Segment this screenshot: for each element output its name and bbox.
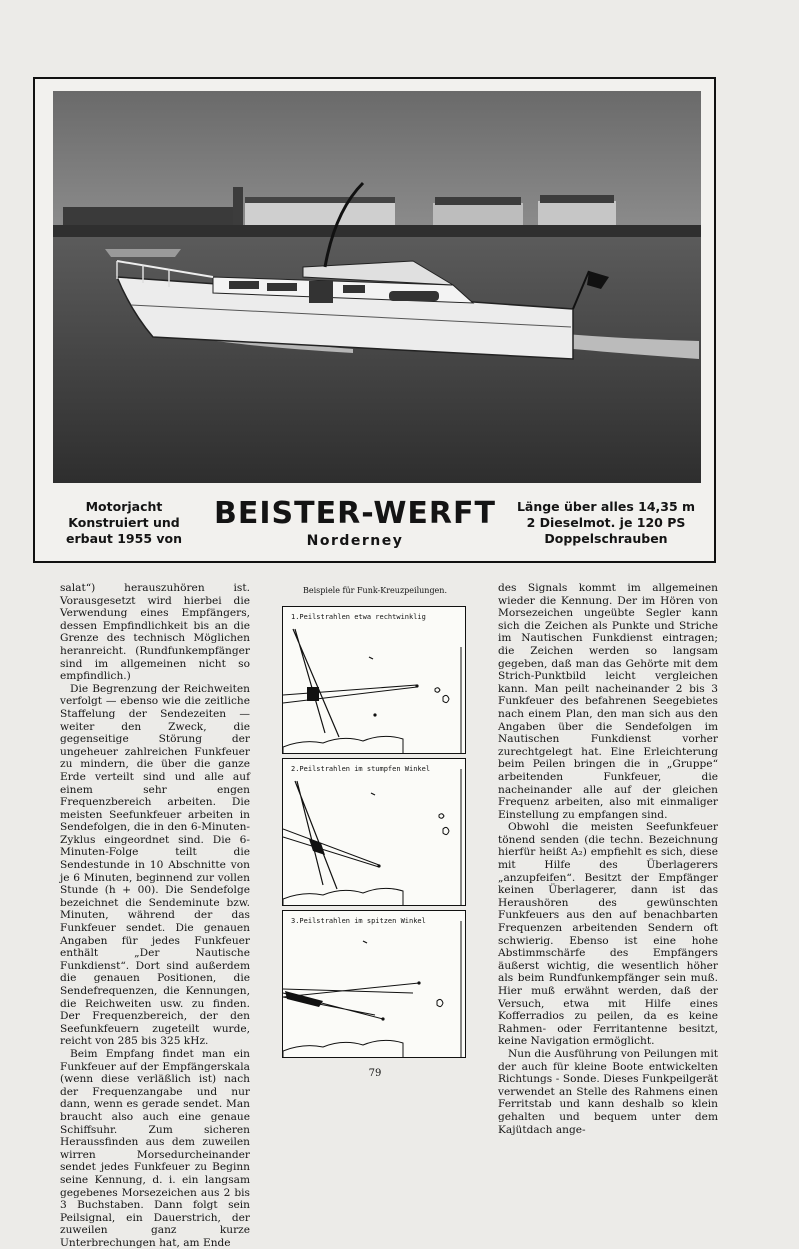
panel-label: 3.Peilstrahlen im spitzen Winkel (291, 917, 426, 925)
panel-label: 2.Peilstrahlen im stumpfen Winkel (291, 765, 431, 773)
yacht-photo (53, 91, 701, 483)
figure-panel-3 (282, 910, 466, 1058)
caption-line: Motorjacht (85, 499, 163, 514)
paragraph: Obwohl die meisten Seefunkfeuer tönend senden (die techn. Bezeichnung hierfür heißt A₂) empfiehlt es sich, diese mit Hilfe des Überlagerers „anzupfeifen“. Besitzt der Empfänger keinen Überlagerer, dann ist das Heraushören des gewünschten Funkfeuers aus den auf benachbarten Frequenzen arbeitenden Sendern oft schwierig. Ebenso ist eine hohe Abstimmschärfe des Empfängers äußerst wichtig, die wesentlich höher als beim Rundfunkempfänger sein muß. Hier muß erwähnt werden, daß der Versuch, etwa mit Hilfe eines Kofferradios zu peilen, da es keine Rahmen- oder Ferritantenne besitzt, keine Navigation ermöglicht. (498, 821, 718, 1048)
paragraph: salat“) herauszuhören ist. Vorausgesetzt wird hierbei die Verwendung eines Empfängers, dessen Empfindlichkeit bis an die Grenze des technisch Möglichen heranreicht. (Rundfunkempfänger sind im allgemeinen nicht so empfindlich.) (60, 582, 250, 683)
panel-label: 1.Peilstrahlen etwa rechtwinklig (291, 613, 426, 621)
advert-right-caption (501, 499, 711, 547)
spec-line: 2 Dieselmot. je 120 PS (526, 515, 686, 530)
advert-box (33, 77, 716, 563)
spec-line: Doppelschrauben (544, 531, 668, 546)
right-text-column (498, 582, 718, 1136)
left-text-column (60, 582, 250, 1249)
figure-panel-2 (282, 758, 466, 906)
caption-line: erbaut 1955 von (65, 531, 183, 546)
caption-line: Konstruiert und (68, 515, 180, 530)
page-number: 79 (368, 1068, 382, 1079)
advert-left-caption (49, 499, 199, 547)
spec-line: Länge über alles 14,35 m (516, 499, 696, 514)
paragraph: des Signals kommt im allgemeinen wieder die Kennung. Der im Hören von Morsezeichen ungeübte Segler kann sich die Zeichen als Punkte und Striche im Nautischen Funkdienst eintragen; die Zeichen werden so langsam gegeben, daß man das Gehörte mit dem Strich-Punktbild leicht vergleichen kann. Man peilt nacheinander 2 bis 3 Funkfeuer des befahrenen Seegebietes nach einem Plan, den man sich aus den Angaben über die Sendefolgen im Nautischen Funkdienst vorher zurechtgelegt hat. Eine Erleichterung beim Peilen bringen die in „Gruppe“ arbeitenden Funkfeuer, die nacheinander alle auf der gleichen Frequenz arbeiten, also mit einmaliger Einstellung zu empfangen sind. (498, 582, 718, 821)
paragraph: Beim Empfang findet man ein Funkfeuer auf der Empfängerskala (wenn diese verläßlich ist) nach der Frequenzangabe und nur dann, wenn es gerade sendet. Man braucht also auch eine genaue Schiffsuhr. Zum sicheren Heraussfinden aus dem zuweilen wirren Morsedurcheinander sendet jedes Funkfeuer zu Beginn seine Kennung, d. i. ein langsam gegebenes Morsezeichen aus 2 bis 3 Buchstaben. Dann folgt sein Peilsignal, ein Dauerstrich, der zuweilen ganz kurze Unterbrechungen hat, am Ende (60, 1047, 250, 1249)
shipyard-location: Norderney (306, 533, 404, 549)
figure-panel-1 (282, 606, 466, 754)
paragraph: Nun die Ausführung von Peilungen mit der auch für kleine Boote entwickelten Richtungs - Sonde. Dieses Funkpeilgerät verwendet an Stelle des Rahmens einen Ferritstab und kann deshalb so klein gehalten und bequem unter dem Kajütdach ange- (498, 1047, 718, 1136)
paragraph: Die Begrenzung der Reichweiten verfolgt — ebenso wie die zeitliche Staffelung der Sendezeiten — weiter den Zweck, die gegenseitige Störung der ungeheuer zahlreichen Funkfeuer zu mindern, die über die ganze Erde verteilt sind und alle auf einem sehr engen Frequenzbereich arbeiten. Die meisten Seefunkfeuer arbeiten in Sendefolgen, die in den 6-Minuten-Zyklus eingeordnet sind. Die 6-Minuten-Folge teilt die Sendestunde in 10 Abschnitte von je 6 Minuten, beginnend zur vollen Stunde (h + 00). Die Sendefolge bezeichnet die Sendeminute bzw. Minuten, während der das Funkfeuer sendet. Die genauen Angaben für jedes Funkfeuer enthält „Der Nautische Funkdienst“. Dort sind außerdem die genauen Positionen, die Sendefrequenzen, die Kennungen, die Reichweiten usw. zu finden. Der Frequenzbereich, der den Seefunkfeuern zugeteilt wurde, reicht von 285 bis 325 kHz. (60, 682, 250, 1048)
figure-title: Beispiele für Funk-Kreuzpeilungen. (302, 586, 447, 595)
shipyard-name: BEISTER-WERFT (214, 496, 496, 531)
